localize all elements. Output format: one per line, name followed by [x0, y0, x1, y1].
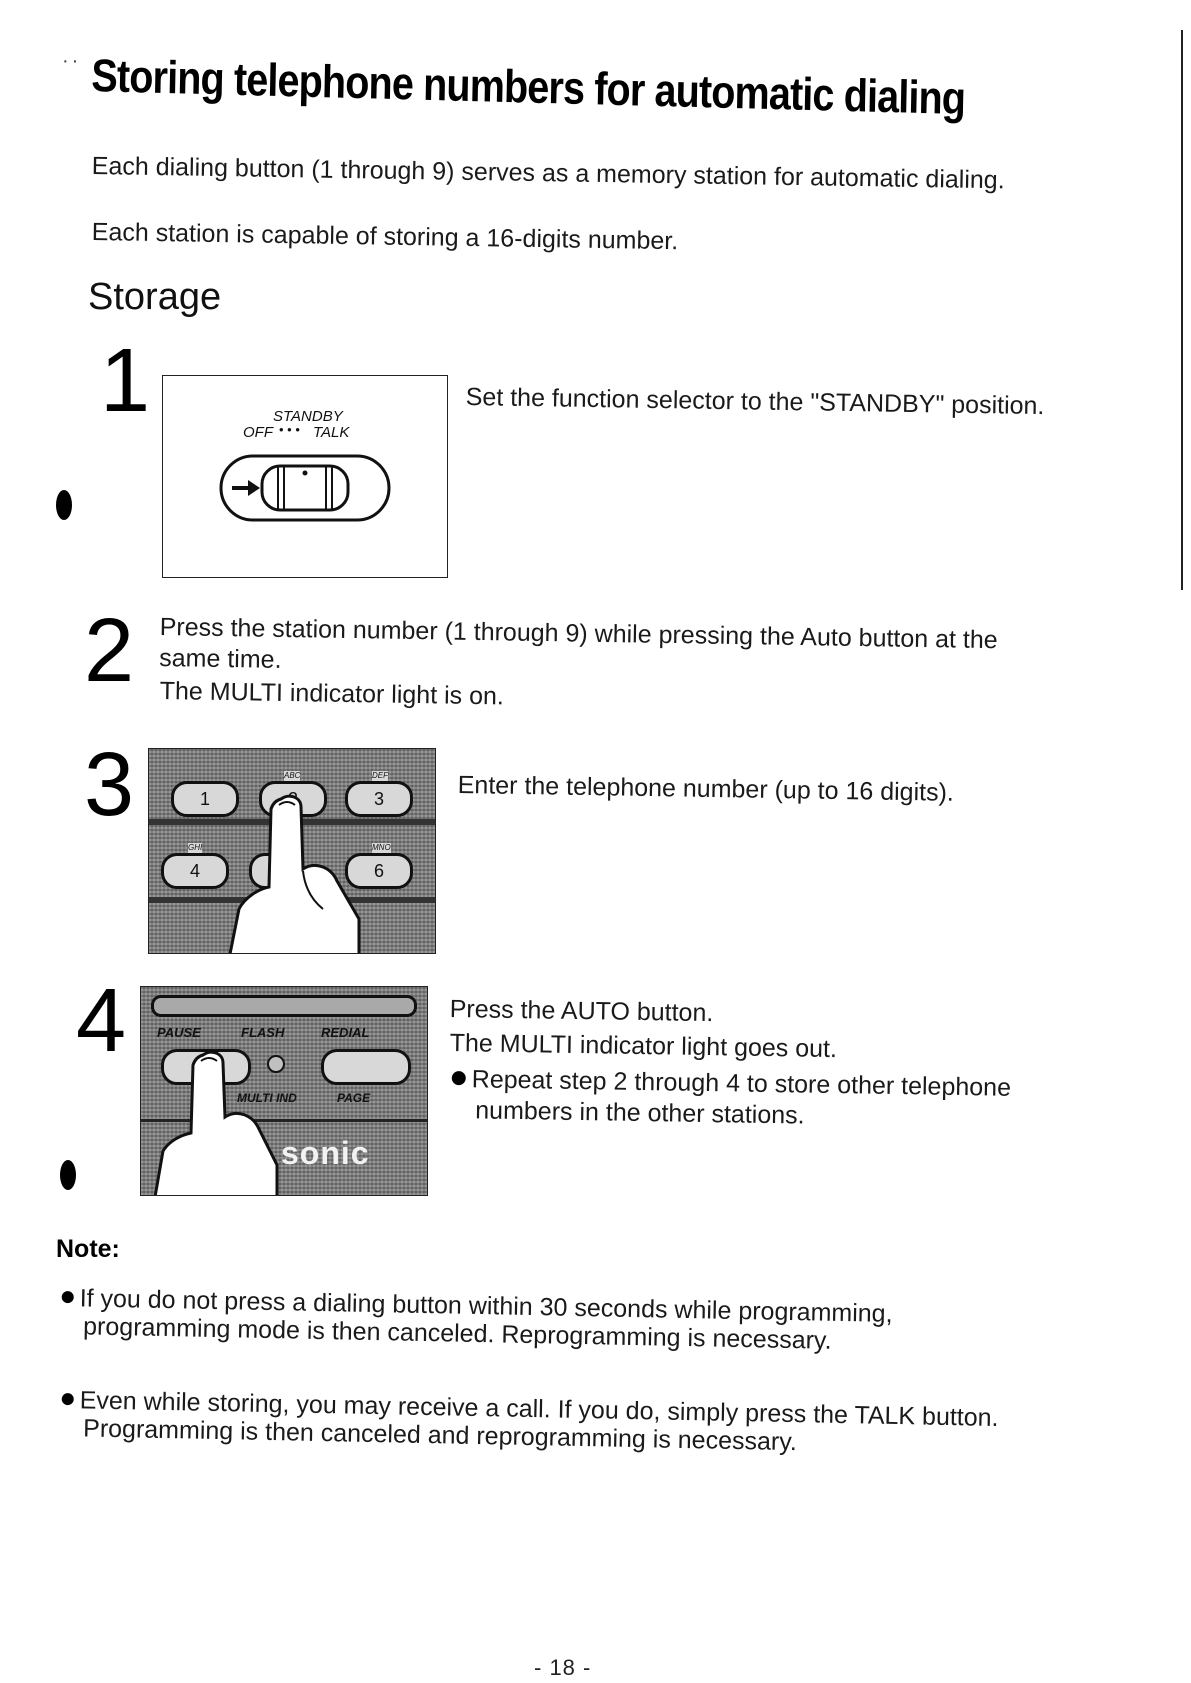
note-item-1	[61, 1284, 1034, 1359]
key-4-letters: GHI	[188, 843, 203, 852]
step-2-number: 2	[84, 601, 135, 701]
position-dots: • • •	[279, 422, 300, 437]
key-6-digit: 6	[373, 861, 384, 881]
note-item-2-text: Even while storing, you may receive a call. If you do, simply press the TALK button. Programming is then canceled and reprogramming is necessary.	[79, 1386, 999, 1457]
note-item-1-text: If you do not press a dialing button within 30 seconds while programming, programming mode is then canceled. Reprogramming is necessary.	[79, 1284, 893, 1355]
key-3-letters: DEF	[372, 771, 388, 780]
margin-dot-2	[60, 1160, 76, 1190]
brand-logo-text: sonic	[281, 1135, 370, 1171]
note-heading: Note:	[56, 1235, 120, 1263]
pointing-hand-icon	[219, 789, 369, 954]
key-4-digit: 4	[189, 861, 200, 881]
multi-ind-label: MULTI IND	[237, 1091, 297, 1105]
auto-button-photo	[140, 986, 428, 1196]
step-1-text: Set the function selector to the "STANDBY" position.	[465, 382, 1045, 421]
intro-paragraph-1: Each dialing button (1 through 9) serves as a memory station for automatic dialing.	[91, 152, 1005, 195]
margin-dot-1	[56, 490, 72, 520]
function-selector-figure	[162, 375, 448, 578]
step-4-text-1: Press the AUTO button.	[449, 994, 714, 1028]
keypad-photo	[148, 748, 436, 954]
key-2-letters: ABC	[284, 771, 301, 780]
off-label: OFF	[243, 424, 273, 441]
page-edge-line	[1181, 30, 1183, 590]
bullet-icon	[62, 1393, 74, 1405]
page-number: - 18 -	[534, 1655, 592, 1680]
step-2-text-2: The MULTI indicator light is on.	[159, 676, 505, 711]
step-1-number: 1	[100, 331, 151, 431]
step-4-number: 4	[76, 971, 127, 1071]
decorative-dots: ··	[62, 50, 82, 72]
step-2-text-1: Press the station number (1 through 9) while pressing the Auto button at the same time.	[159, 612, 998, 674]
step-4-bullet-text: Repeat step 2 through 4 to store other telephone numbers in the other stations.	[471, 1065, 1012, 1130]
note-item-2	[61, 1386, 1014, 1460]
step-4-text-2: The MULTI indicator light goes out.	[449, 1028, 838, 1064]
step-4-bullet	[451, 1064, 1036, 1135]
key-6-letters: MNO	[372, 843, 391, 852]
key-3-digit: 3	[373, 789, 384, 809]
step-3-number: 3	[84, 735, 135, 835]
standby-label: STANDBY	[273, 408, 343, 425]
bullet-icon	[62, 1291, 74, 1303]
bullet-icon	[452, 1071, 466, 1085]
intro-paragraph-2: Each station is capable of storing a 16-digits number.	[91, 218, 679, 256]
pause-label: PAUSE	[157, 1025, 201, 1040]
slide-switch-icon	[218, 448, 393, 528]
page-title: Storing telephone numbers for automatic dialing	[90, 48, 966, 125]
flash-label: FLASH	[241, 1025, 285, 1040]
key-1-digit: 1	[199, 789, 210, 809]
step-3-text: Enter the telephone number (up to 16 digits).	[457, 770, 955, 807]
redial-label: REDIAL	[321, 1025, 370, 1040]
page-label: PAGE	[337, 1091, 371, 1105]
pointing-hand-icon	[151, 1047, 291, 1196]
page-button[interactable]	[321, 1049, 411, 1085]
talk-label: TALK	[313, 424, 350, 441]
top-key-row	[151, 995, 417, 1017]
section-heading: Storage	[88, 276, 222, 318]
